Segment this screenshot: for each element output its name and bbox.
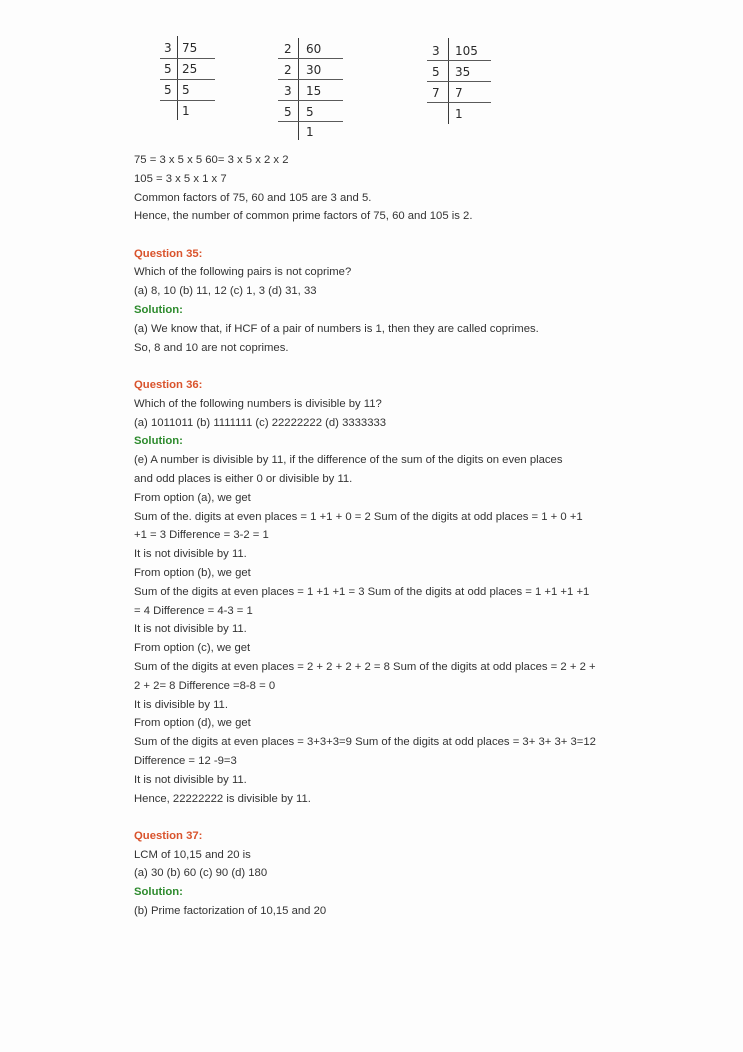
solution-line: It is not divisible by 11. [134, 548, 247, 561]
solution-line: Difference = 12 -9=3 [134, 754, 237, 767]
spacer [134, 357, 624, 376]
solution-line: (b) Prime factorization of 10,15 and 20 [134, 904, 327, 917]
table-divider-horizontal [160, 100, 215, 101]
dividend: 15 [306, 84, 322, 98]
solution-heading: Solution: [134, 435, 183, 448]
solution-line: Sum of the. digits at even places = 1 +1 + 0 = 2 Sum of the digits at odd places = 1 + 0 +1 [134, 510, 583, 523]
factorization-figure [0, 0, 743, 145]
dividend: 25 [182, 62, 198, 76]
table-divider-horizontal [427, 60, 491, 61]
question-37 [134, 827, 624, 921]
question-prompt: LCM of 10,15 and 20 is [134, 848, 251, 861]
solution-line: 105 = 3 x 5 x 1 x 7 [134, 172, 227, 185]
factor-table-60 [278, 38, 344, 140]
question-heading: Question 37: [134, 829, 203, 842]
spacer [134, 808, 624, 827]
question-options: (a) 30 (b) 60 (c) 90 (d) 180 [134, 867, 268, 880]
solution-line: It is divisible by 11. [134, 698, 228, 711]
divisor: 2 [284, 42, 292, 56]
dividend: 1 [306, 125, 314, 139]
factor-table-105 [427, 38, 493, 124]
solution-line: It is not divisible by 11. [134, 623, 247, 636]
divisor: 5 [284, 105, 292, 119]
solution-line: Common factors of 75, 60 and 105 are 3 and 5. [134, 191, 372, 204]
question-heading: Question 36: [134, 378, 203, 391]
divisor: 5 [164, 83, 172, 97]
table-divider-horizontal [278, 58, 343, 59]
solution-line: (a) We know that, if HCF of a pair of numbers is 1, then they are called coprimes. [134, 322, 539, 335]
divisor: 7 [432, 86, 440, 100]
question-options: (a) 1011011 (b) 1111111 (c) 22222222 (d) 3333333 [134, 416, 387, 429]
divisor: 3 [284, 84, 292, 98]
solution-heading: Solution: [134, 886, 183, 899]
table-divider-vertical [298, 38, 299, 140]
divisor: 3 [432, 44, 440, 58]
solution-line: From option (c), we get [134, 642, 251, 655]
divisor: 3 [164, 41, 172, 55]
question-36 [134, 376, 624, 808]
solution-line: Hence, 22222222 is divisible by 11. [134, 792, 311, 805]
solution-line: 2 + 2= 8 Difference =8-8 = 0 [134, 679, 276, 692]
question-35 [134, 245, 624, 358]
question-options: (a) 8, 10 (b) 11, 12 (c) 1, 3 (d) 31, 33 [134, 285, 317, 298]
solution-line: Hence, the number of common prime factors of 75, 60 and 105 is 2. [134, 210, 473, 223]
divisor: 5 [164, 62, 172, 76]
table-divider-vertical [177, 36, 178, 120]
dividend: 30 [306, 63, 322, 77]
table-divider-horizontal [278, 121, 343, 122]
dividend: 60 [306, 42, 322, 56]
solution-line: (e) A number is divisible by 11, if the difference of the sum of the digits on even places [134, 454, 563, 467]
solution-line: +1 = 3 Difference = 3-2 = 1 [134, 529, 269, 542]
table-divider-horizontal [427, 102, 491, 103]
dividend: 105 [455, 44, 478, 58]
solution-line: 75 = 3 x 5 x 5 60= 3 x 5 x 2 x 2 [134, 154, 289, 166]
dividend: 1 [455, 107, 463, 121]
dividend: 5 [182, 83, 190, 97]
dividend: 7 [455, 86, 463, 100]
question-prompt: Which of the following numbers is divisible by 11? [134, 397, 382, 410]
divisor: 2 [284, 63, 292, 77]
solution-line: So, 8 and 10 are not coprimes. [134, 341, 289, 354]
table-divider-horizontal [278, 100, 343, 101]
table-divider-horizontal [160, 79, 215, 80]
solution-line: From option (b), we get [134, 566, 251, 579]
dividend: 75 [182, 41, 198, 55]
solution-line: and odd places is either 0 or divisible by 11. [134, 472, 353, 485]
document-body [134, 151, 624, 921]
solution-heading: Solution: [134, 304, 183, 317]
factor-table-75 [160, 36, 220, 120]
dividend: 1 [182, 104, 190, 118]
solution-line: Sum of the digits at even places = 3+3+3=9 Sum of the digits at odd places = 3+ 3+ 3+ 3=12 [134, 736, 596, 749]
solution-line: Sum of the digits at even places = 1 +1 +1 = 3 Sum of the digits at odd places = 1 +1 +1 +1 [134, 585, 590, 598]
prev-solution-continuation [134, 151, 624, 226]
solution-line: Sum of the digits at even places = 2 + 2 + 2 + 2 = 8 Sum of the digits at odd places = 2 + 2 + [134, 660, 596, 673]
divisor: 5 [432, 65, 440, 79]
solution-line: From option (a), we get [134, 491, 251, 504]
table-divider-horizontal [427, 81, 491, 82]
dividend: 35 [455, 65, 471, 79]
table-divider-horizontal [278, 79, 343, 80]
solution-line: From option (d), we get [134, 717, 251, 730]
question-heading: Question 35: [134, 247, 203, 260]
dividend: 5 [306, 105, 314, 119]
solution-line: = 4 Difference = 4-3 = 1 [134, 604, 253, 617]
table-divider-horizontal [160, 58, 215, 59]
spacer [134, 226, 624, 245]
solution-line: It is not divisible by 11. [134, 773, 247, 786]
question-prompt: Which of the following pairs is not coprime? [134, 266, 352, 279]
